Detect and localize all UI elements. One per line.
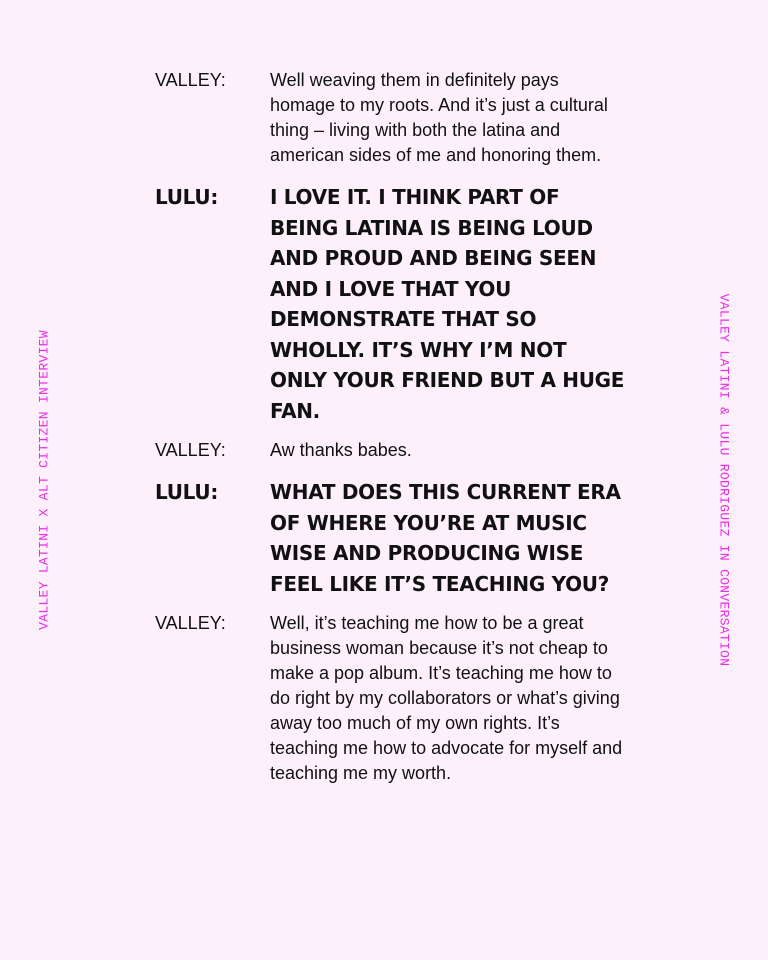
side-label-right: VALLEY LATINI & LULU RODRIGUEZ IN CONVERSATION — [716, 293, 732, 667]
interview-transcript — [155, 68, 625, 786]
speaker-label: LULU: — [155, 480, 219, 504]
speaker-label: VALLEY: — [155, 70, 226, 90]
question-text: WHAT DOES THIS CURRENT ERA OF WHERE YOU’RE AT MUSIC WISE AND PRODUCING WISE FEEL LIKE IT’S TEACHING YOU? — [270, 480, 621, 596]
answer-text: Well weaving them in definitely pays homage to my roots. And it’s just a cultural thing – living with both the latina and american sides of me and honoring them. — [270, 70, 608, 165]
transcript-entry-valley — [155, 611, 625, 786]
speaker-label: LULU: — [155, 185, 219, 209]
answer-text: Aw thanks babes. — [270, 440, 412, 460]
side-label-left: VALLEY LATINI X ALT CITIZEN INTERVIEW — [36, 330, 52, 630]
transcript-entry-valley — [155, 68, 625, 168]
answer-text: Well, it’s teaching me how to be a great business woman because it’s not cheap to make a pop album. It’s teaching me how to do right by my collaborators or what’s giving away too much of my own rights. It’s teaching me how to advocate for myself and teaching me my worth. — [270, 613, 623, 783]
question-text: I LOVE IT. I THINK PART OF BEING LATINA IS BEING LOUD AND PROUD AND BEING SEEN AND I LOVE THAT YOU DEMONSTRATE THAT SO WHOLLY. IT’S WHY I’M NOT ONLY YOUR FRIEND BUT A HUGE FAN. — [270, 185, 625, 423]
transcript-entry-valley — [155, 438, 625, 463]
transcript-entry-lulu — [155, 477, 625, 599]
speaker-label: VALLEY: — [155, 440, 226, 460]
speaker-label: VALLEY: — [155, 613, 226, 633]
transcript-entry-lulu — [155, 182, 625, 426]
